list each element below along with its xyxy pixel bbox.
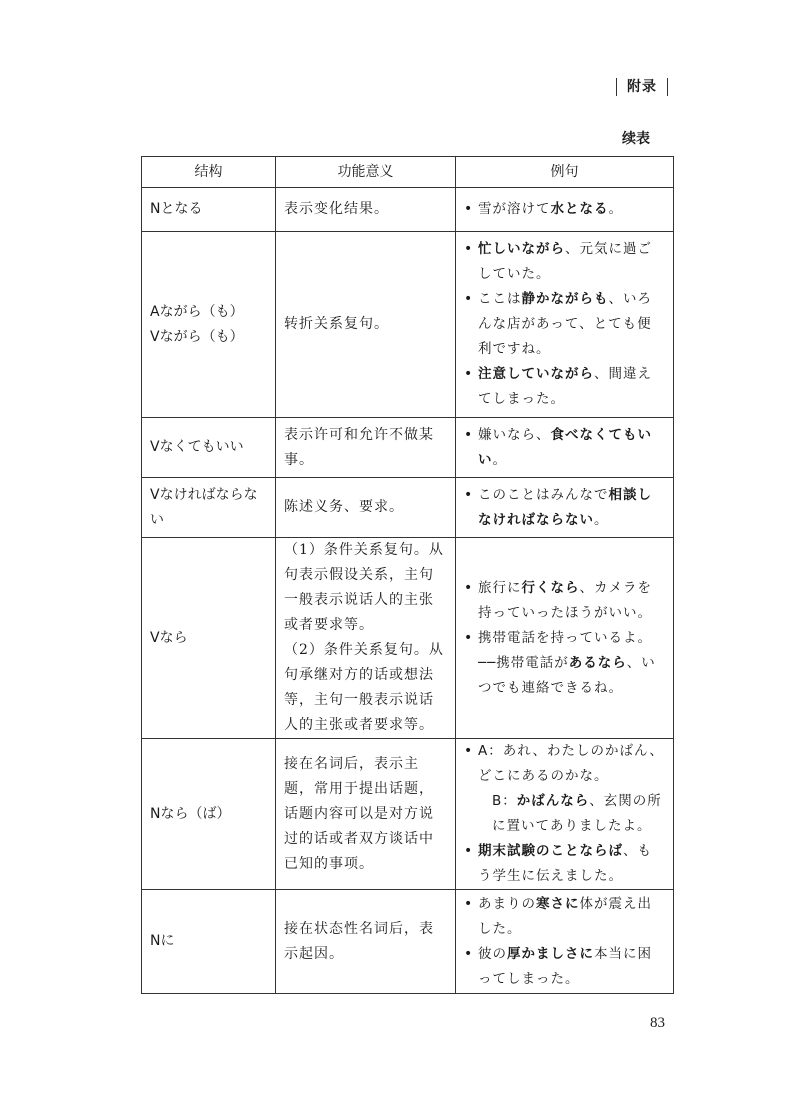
example-item (464, 287, 665, 362)
function-cell (276, 739, 456, 890)
example-highlight: 静かながらも (521, 291, 609, 307)
header-examples: 例句 (456, 157, 674, 188)
example-text: 携帯電話を持っているよ。 (478, 629, 652, 646)
example-text: 体が震え出した。 (478, 895, 652, 937)
example-highlight: 忙しいながら (478, 241, 565, 257)
structure-text: Vなくてもいい (150, 439, 244, 455)
function-text: 表示许可和允许不做某事。 (284, 426, 434, 468)
example-item (464, 839, 665, 889)
example-highlight: 行くなら (521, 579, 580, 596)
table-row (142, 739, 674, 890)
function-text: 转折关系复句。 (284, 316, 389, 332)
table-body (142, 188, 674, 994)
dialogue-line-a: A：あれ、わたしのかばん、どこにあるのかな。 (478, 743, 664, 784)
bullet-icon: • (464, 486, 474, 503)
example-item (464, 483, 665, 533)
example-item (464, 423, 665, 473)
function-text: 接在名词后，表示主题，常用于提出话题，话题内容可以是对方说过的话或者双方谈话中已知的事项。 (284, 755, 434, 872)
example-list (464, 739, 665, 889)
structure-text: Nに (150, 933, 175, 949)
example-text: ここは (478, 291, 522, 307)
function-cell (276, 478, 456, 538)
examples-cell (456, 890, 674, 994)
table-row (142, 188, 674, 232)
structure-cell (142, 739, 276, 890)
example-list (464, 892, 665, 992)
bullet-icon: • (464, 201, 474, 217)
bullet-icon: • (464, 241, 474, 257)
function-text: 接在状态性名词后，表示起因。 (284, 920, 434, 962)
examples-cell (456, 418, 674, 478)
example-highlight: 食べなくてもいい (478, 426, 652, 468)
example-highlight: 期末試験のことならば (478, 843, 623, 859)
example-text: 。 (608, 201, 623, 217)
example-text: 本当に困ってしまった。 (478, 945, 652, 987)
bullet-icon: • (464, 426, 474, 443)
examples-cell (456, 232, 674, 418)
structure-text: Vながら（も） (150, 328, 244, 345)
example-highlight: 相談しなければならない (478, 486, 652, 528)
table-row (142, 890, 674, 994)
function-cell (276, 890, 456, 994)
example-highlight: かばんなら (516, 793, 590, 809)
running-head-left-rule (616, 78, 617, 96)
example-text: 、いろんな店があって、とても便利ですね。 (478, 291, 652, 357)
example-list (464, 576, 665, 701)
table-row (142, 538, 674, 739)
bullet-icon: • (464, 843, 474, 859)
example-text: 、いつでも連絡できるね。 (478, 654, 656, 696)
example-text: 、玄関の所に置いてありましたよ。 (492, 793, 662, 834)
examples-cell (456, 739, 674, 890)
example-item (464, 892, 665, 942)
example-text: 、間違えてしまった。 (478, 366, 652, 407)
bullet-icon: • (464, 366, 474, 382)
table-row (142, 232, 674, 418)
running-head-title: 附录 (627, 79, 657, 95)
example-text: 、元気に過ごしていた。 (478, 241, 652, 282)
example-highlight: 寒さに (536, 895, 580, 912)
example-text: 。 (594, 511, 609, 528)
grammar-table (141, 156, 674, 994)
example-text: 雪が溶けて (478, 201, 551, 217)
function-text: 表示变化结果。 (284, 201, 389, 217)
example-item (464, 942, 665, 992)
example-highlight: あるなら (568, 654, 627, 671)
example-text: あまりの (478, 895, 536, 912)
example-text: 、カメラを持っていったほうがいい。 (478, 579, 652, 621)
examples-cell (456, 478, 674, 538)
example-highlight: 水となる (550, 201, 609, 217)
bullet-icon: • (464, 945, 474, 962)
dialogue-speaker: B： (492, 793, 517, 809)
bullet-icon: • (464, 743, 474, 759)
structure-cell (142, 478, 276, 538)
structure-text: Nとなる (150, 201, 203, 217)
example-highlight: 厚かましさに (507, 945, 594, 962)
examples-cell (456, 538, 674, 739)
function-text: （1）条件关系复句。从句表示假设关系，主句一般表示说话人的主张或者要求等。 (284, 542, 444, 633)
structure-text: Aながら（も） (150, 303, 244, 320)
bullet-icon: • (464, 629, 474, 646)
structure-text: Nなら（ば） (150, 805, 231, 822)
example-item (464, 362, 665, 412)
structure-text: Vなら (150, 629, 188, 646)
example-item (464, 197, 665, 222)
example-list (464, 237, 665, 412)
structure-cell (142, 538, 276, 739)
example-item (464, 739, 665, 839)
example-text: 嫌いなら、 (478, 426, 551, 443)
running-head (606, 76, 678, 96)
function-cell (276, 232, 456, 418)
example-highlight: 注意していながら (478, 366, 594, 382)
example-text: ──携帯電話が (478, 654, 569, 671)
example-item (464, 626, 665, 701)
table-row (142, 478, 674, 538)
structure-cell (142, 232, 276, 418)
page-number: 83 (650, 1015, 665, 1031)
example-text: 、もう学生に伝えました。 (478, 843, 652, 884)
continued-label: 续表 (622, 131, 650, 147)
function-cell (276, 418, 456, 478)
function-cell (276, 188, 456, 232)
structure-text: Vなければならない (150, 486, 258, 528)
example-list (464, 197, 665, 222)
header-structure: 结构 (142, 157, 276, 188)
structure-cell (142, 418, 276, 478)
example-text: このことはみんなで (478, 486, 609, 503)
example-text: 。 (492, 451, 507, 468)
example-list (464, 483, 665, 533)
function-text: （2）条件关系复句。从句承继对方的话或想法等，主句一般表示说话人的主张或者要求等。 (284, 642, 444, 733)
function-text: 陈述义务、要求。 (284, 499, 404, 515)
structure-cell (142, 188, 276, 232)
function-cell (276, 538, 456, 739)
table-header-row (142, 157, 674, 188)
bullet-icon: • (464, 579, 474, 596)
example-list (464, 423, 665, 473)
structure-cell (142, 890, 276, 994)
example-text: 彼の (478, 945, 507, 962)
table-row (142, 418, 674, 478)
header-function: 功能意义 (276, 157, 456, 188)
bullet-icon: • (464, 895, 474, 912)
example-text: 旅行に (478, 579, 522, 596)
examples-cell (456, 188, 674, 232)
running-head-right-rule (667, 78, 668, 96)
bullet-icon: • (464, 291, 474, 307)
example-item (464, 237, 665, 287)
dialogue-line-b (478, 789, 665, 839)
example-item (464, 576, 665, 626)
